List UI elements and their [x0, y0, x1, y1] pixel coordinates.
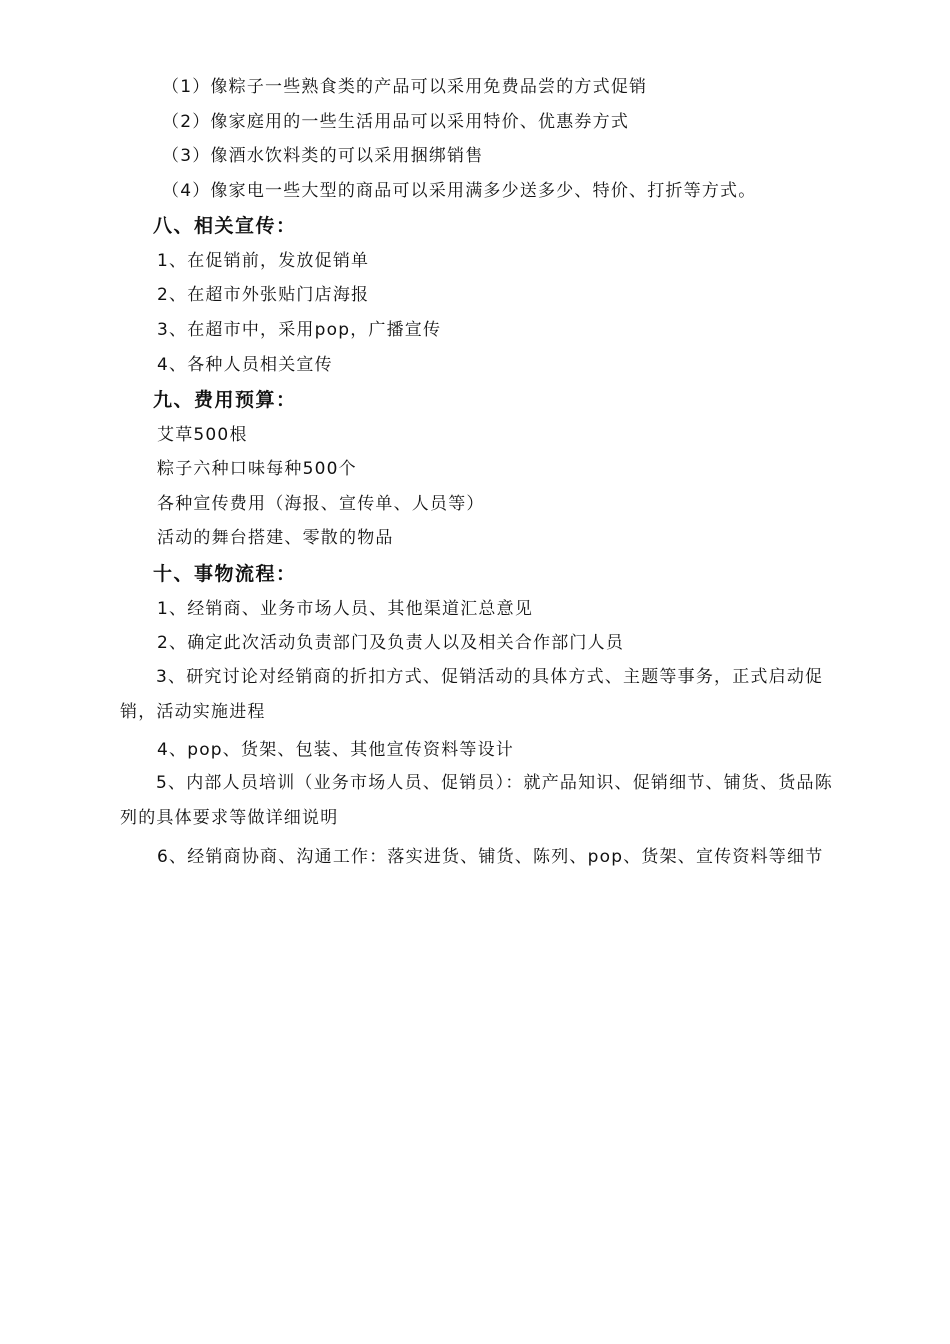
workflow-item-3: 3、研究讨论对经销商的折扣方式、促销活动的具体方式、主题等事务，正式启动促销，活动实施进程 — [120, 667, 824, 722]
publicity-item-2: 2、在超市外张贴门店海报 — [157, 285, 370, 305]
publicity-item-4: 4、各种人员相关宣传 — [157, 355, 333, 375]
publicity-item-3: 3、在超市中，采用pop，广播宣传 — [157, 320, 442, 340]
workflow-item-5: 5、内部人员培训（业务市场人员、促销员）：就产品知识、促销细节、铺货、货品陈列的具体要求等做详细说明 — [120, 773, 833, 828]
workflow-item-6: 6、经销商协商、沟通工作：落实进货、铺货、陈列、pop、货架、宣传资料等细节 — [157, 847, 824, 867]
section-heading-workflow: 十、事物流程： — [153, 563, 297, 585]
publicity-item-1: 1、在促销前，发放促销单 — [157, 251, 370, 271]
workflow-item-1: 1、经销商、业务市场人员、其他渠道汇总意见 — [157, 599, 534, 619]
budget-item-1: 艾草500根 — [157, 425, 248, 445]
budget-item-3: 各种宣传费用（海报、宣传单、人员等） — [157, 494, 485, 514]
workflow-item-4: 4、pop、货架、包装、其他宣传资料等设计 — [157, 740, 514, 760]
section-heading-budget: 九、费用预算： — [153, 389, 297, 411]
budget-item-4: 活动的舞台搭建、零散的物品 — [157, 528, 394, 548]
promo-method-item-4: （4）像家电一些大型的商品可以采用满多少送多少、特价、打折等方式。 — [162, 181, 757, 201]
section-heading-publicity: 八、相关宣传： — [153, 215, 297, 237]
workflow-item-2: 2、确定此次活动负责部门及负责人以及相关合作部门人员 — [157, 633, 625, 653]
promo-method-item-1: （1）像粽子一些熟食类的产品可以采用免费品尝的方式促销 — [162, 77, 648, 97]
promo-method-item-2: （2）像家庭用的一些生活用品可以采用特价、优惠券方式 — [162, 112, 630, 132]
budget-item-2: 粽子六种口味每种500个 — [157, 459, 357, 479]
promo-method-item-3: （3）像酒水饮料类的可以采用捆绑销售 — [162, 146, 484, 166]
